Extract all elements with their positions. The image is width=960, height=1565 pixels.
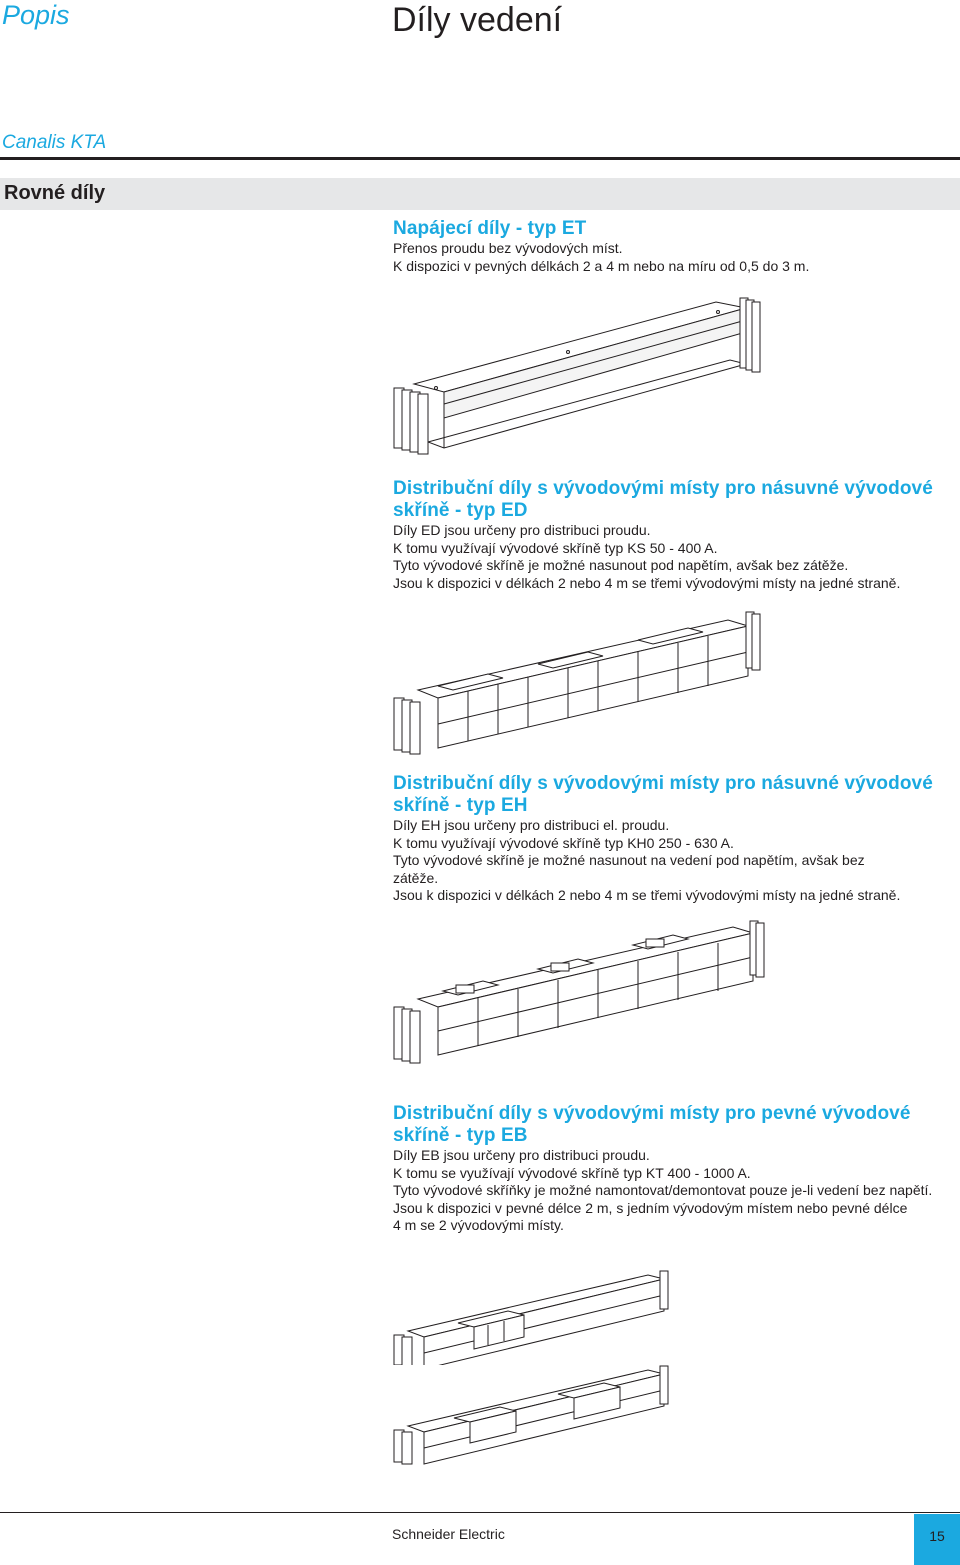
- section-et-line-1: Přenos proudu bez vývodových míst.: [393, 240, 623, 256]
- section-ed-line-2: K tomu využívají vývodové skříně typ KS 50 - 400 A.: [393, 539, 718, 556]
- section-et: [393, 218, 960, 275]
- section-eb: [393, 1103, 960, 1235]
- busbar-eb-4m-illustration: [388, 1360, 688, 1480]
- section-ed-title-1: Distribuční díly s vývodovými místy pro násuvné vývodové: [393, 478, 933, 499]
- section-et-line-2: K dispozici v pevných délkách 2 a 4 m nebo na míru od 0,5 do 3 m.: [393, 257, 810, 274]
- section-eh-line-4: zátěže.: [393, 869, 439, 886]
- section-eh-title-1: Distribuční díly s vývodovými místy pro násuvné vývodové: [393, 773, 933, 794]
- product-name: Canalis KTA: [2, 132, 107, 153]
- section-ed-line-1: Díly ED jsou určeny pro distribuci proudu.: [393, 522, 651, 538]
- section-eb-title-1: Distribuční díly s vývodovými místy pro pevné vývodové: [393, 1103, 911, 1124]
- section-eh: [393, 773, 960, 905]
- section-et-title: Napájecí díly - typ ET: [393, 218, 587, 239]
- section-eh-line-1: Díly EH jsou určeny pro distribuci el. proudu.: [393, 817, 670, 833]
- busbar-ed-illustration: [388, 606, 768, 756]
- section-bar-title: Rovné díly: [4, 182, 106, 204]
- section-ed-line-3: Tyto vývodové skříně je možné nasunout pod napětím, avšak bez zátěže.: [393, 557, 849, 573]
- page-title: Díly vedení: [392, 1, 563, 39]
- section-eh-line-5: Jsou k dispozici v délkách 2 nebo 4 m se třemi vývodovými místy na jedné straně.: [393, 887, 901, 903]
- section-eh-line-2: K tomu využívají vývodové skříně typ KH0 250 - 630 A.: [393, 834, 734, 851]
- footer-divider: [0, 1512, 960, 1513]
- section-eb-line-1: Díly EB jsou určeny pro distribuci proudu.: [393, 1147, 650, 1163]
- page-number: 15: [929, 1528, 945, 1544]
- section-eh-title-2: skříně - typ EH: [393, 795, 528, 816]
- page-number-box: [914, 1514, 960, 1565]
- section-ed: [393, 478, 960, 592]
- section-eb-line-4: Jsou k dispozici v pevné délce 2 m, s jedním vývodovým místem nebo pevné délce: [393, 1199, 908, 1216]
- header-section-label: Popis: [2, 0, 70, 30]
- section-ed-line-4: Jsou k dispozici v délkách 2 nebo 4 m se třemi vývodovými místy na jedné straně.: [393, 574, 901, 591]
- busbar-eb-2m-illustration: [388, 1265, 688, 1365]
- section-eb-line-2: K tomu se využívají vývodové skříně typ KT 400 - 1000 A.: [393, 1164, 751, 1181]
- section-bar: [0, 178, 960, 210]
- header-divider: [0, 157, 960, 160]
- busbar-eh-illustration: [388, 915, 773, 1065]
- section-eb-title-2: skříně - typ EB: [393, 1125, 528, 1146]
- footer-company: Schneider Electric: [392, 1526, 505, 1542]
- section-eb-line-3: Tyto vývodové skříňky je možné namontovat/demontovat pouze je-li vedení bez napětí.: [393, 1182, 933, 1198]
- section-eh-line-3: Tyto vývodové skříně je možné nasunout na vedení pod napětím, avšak bez: [393, 852, 865, 868]
- section-ed-title-2: skříně - typ ED: [393, 500, 528, 521]
- busbar-et-illustration: [388, 292, 768, 462]
- section-eb-line-5: 4 m se 2 vývodovými místy.: [393, 1217, 564, 1233]
